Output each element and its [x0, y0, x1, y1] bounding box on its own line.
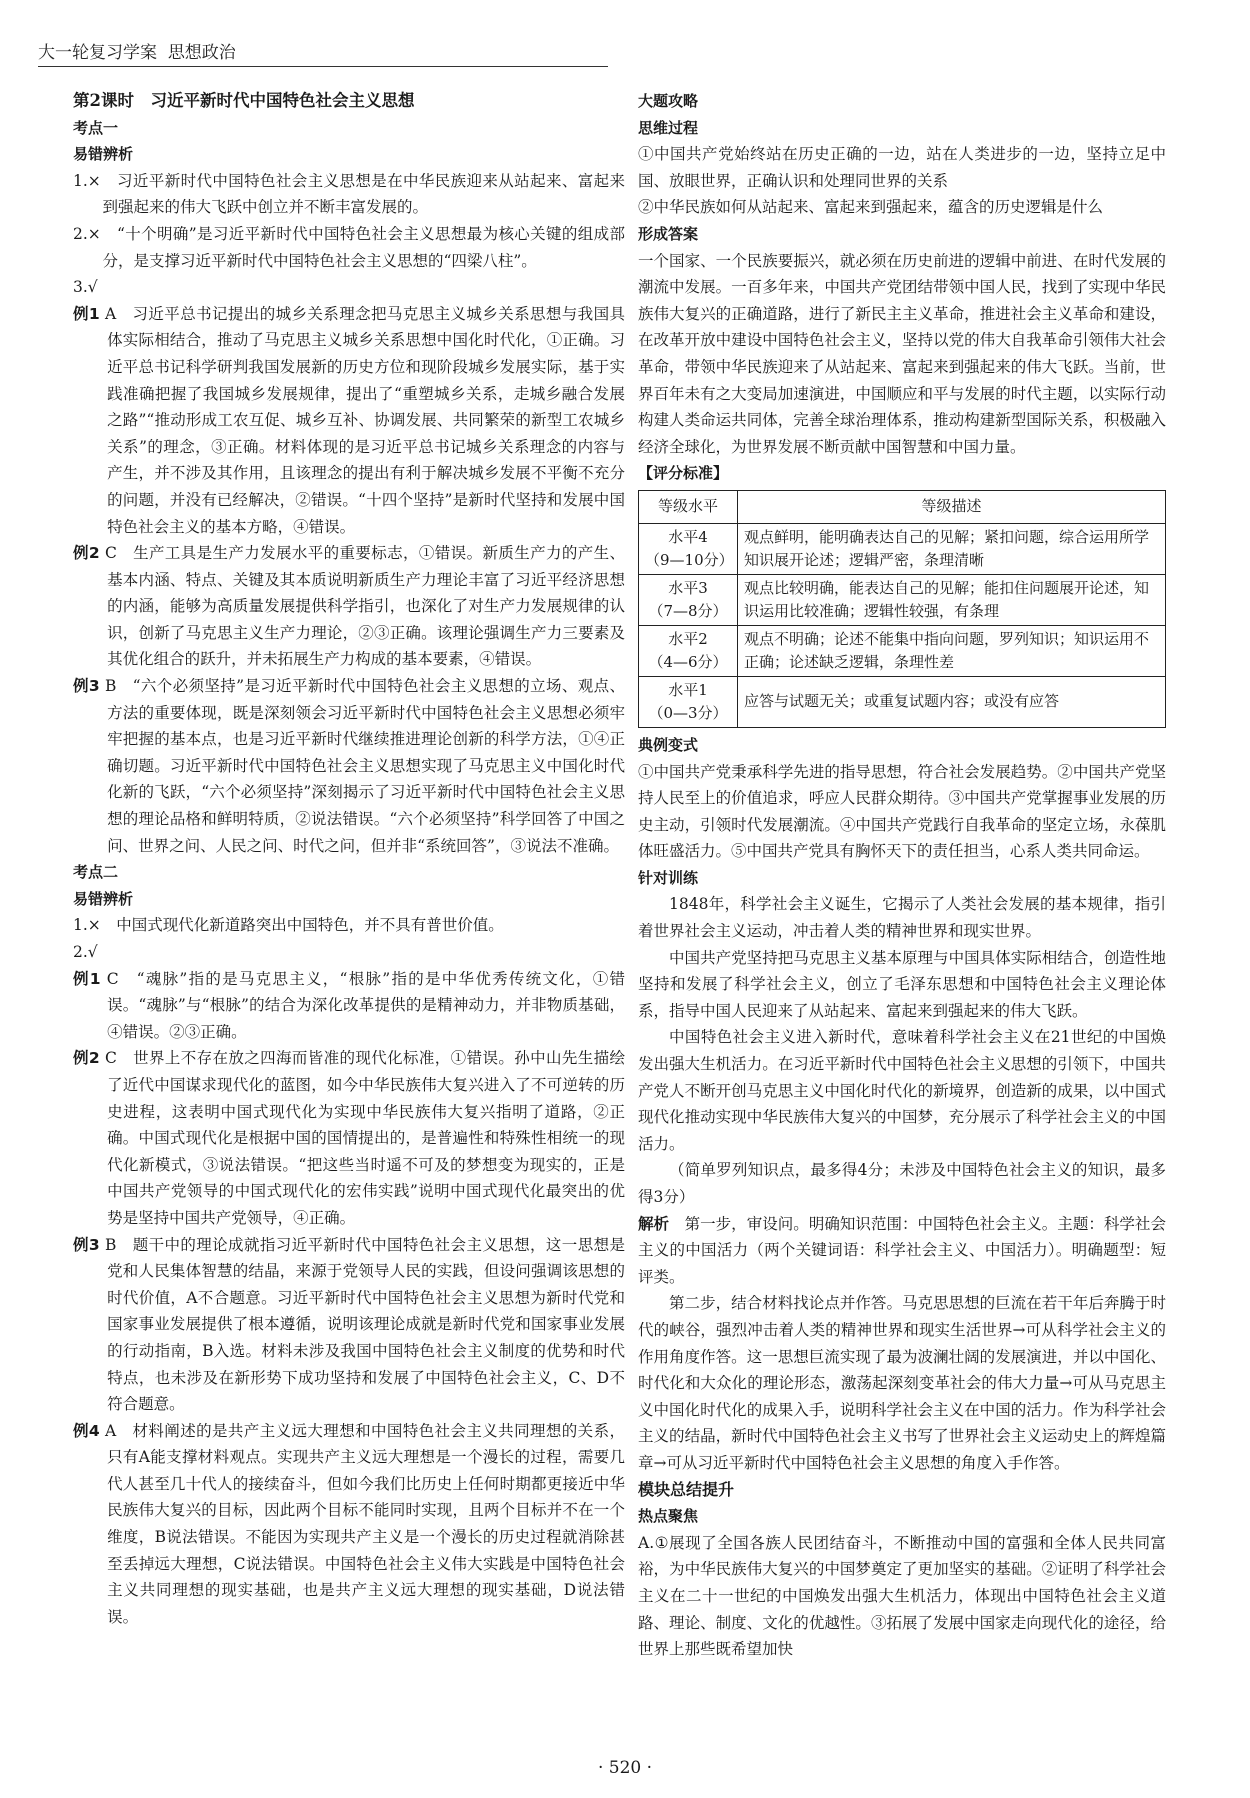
rubric-row — [639, 625, 1166, 676]
rubric-score: （0—3分） — [648, 703, 728, 722]
kp1-error-2: 2.× “十个明确”是习近平新时代中国特色社会主义思想最为核心关键的组成部分，是支撑习近平新时代中国特色社会主义思想的“四梁八柱”。 — [73, 224, 625, 270]
rubric-desc: 观点比较明确，能表达自己的见解；能扣住问题展开论述，知识运用比较准确；逻辑性较强，有条理 — [738, 574, 1166, 625]
kp1-example-3 — [73, 673, 625, 859]
kp1-example-2 — [73, 540, 625, 673]
kp2-title: 考点二 — [73, 863, 119, 882]
rubric-score: （7—8分） — [648, 601, 728, 620]
rubric-title: 【评分标准】 — [638, 464, 729, 483]
lesson-title: 第2课时 习近平新时代中国特色社会主义思想 — [73, 91, 415, 110]
rubric-level-cell — [639, 574, 738, 625]
typical-text: ①中国共产党秉承科学先进的指导思想，符合社会发展趋势。②中国共产党坚持人民至上的价值追求，呼应人民群众期待。③中国共产党掌握事业发展的历史主动，引领时代发展潮流。④中国共产党践行自我革命的坚定立场，永葆肌体旺盛活力。⑤中国共产党具有胸怀天下的责任担当，心系人类共同命运。 — [638, 762, 1166, 861]
thinking-title: 思维过程 — [638, 118, 699, 137]
rubric-desc: 应答与试题无关；或重复试题内容；或没有应答 — [738, 676, 1166, 727]
training-note: （简单罗列知识点，最多得4分；未涉及中国特色社会主义的知识，最多得3分） — [638, 1161, 1166, 1206]
example-label: 例2 — [73, 1049, 100, 1068]
page-number: · 520 · — [597, 1758, 653, 1778]
rubric-score: （4—6分） — [648, 652, 728, 671]
rubric-level: 水平1 — [668, 680, 708, 699]
rubric-header-level: 等级水平 — [639, 490, 738, 523]
rubric-level-cell — [639, 523, 738, 574]
rubric-row — [639, 523, 1166, 574]
kp1-error-3: 3.√ — [73, 278, 98, 297]
kp2-example-3 — [73, 1232, 625, 1418]
typical-title: 典例变式 — [638, 735, 699, 754]
rubric-header-row — [639, 490, 1166, 523]
hot-title: 热点聚焦 — [638, 1507, 699, 1526]
thinking-2: ②中华民族如何从站起来、富起来到强起来，蕴含的历史逻辑是什么 — [638, 198, 1104, 217]
module-title: 模块总结提升 — [638, 1479, 735, 1499]
rubric-header-desc: 等级描述 — [738, 490, 1166, 523]
kp2-example-1 — [73, 966, 625, 1046]
rubric-level: 水平2 — [668, 629, 708, 648]
training-para-1: 1848年，科学社会主义诞生，它揭示了人类社会发展的基本规律，指引着世界社会主义运动，冲击着人类的精神世界和现实世界。 — [638, 895, 1166, 941]
rubric-score: （9—10分） — [645, 550, 734, 569]
rubric-level-cell — [639, 676, 738, 727]
example-label: 例2 — [73, 544, 100, 563]
example-label: 例3 — [73, 1235, 100, 1254]
example-text: C 世界上不存在放之四海而皆准的现代化标准，①错误。孙中山先生描绘了近代中国谋求现代化的蓝图，如今中华民族伟大复兴进入了不可逆转的历史进程，这表明中国式现代化为实现中华民族伟大复兴指明了道路，②正确。中国式现代化是根据中国的国情提出的，是普遍性和特殊性相统一的现代化新模式，③说法错误。“把这些当时遥不可及的梦想变为现实的，正是中国共产党领导的中国式现代化的宏伟实践”说明中国式现代化最突出的优势是坚持中国共产党领导，④正确。 — [104, 1049, 625, 1227]
example-label: 例3 — [73, 677, 100, 696]
rubric-desc: 观点不明确；论述不能集中指向问题，罗列知识；知识运用不正确；论述缺乏逻辑，条理性差 — [738, 625, 1166, 676]
book-title: 大一轮复习学案 — [38, 43, 157, 63]
example-text: B “六个必须坚持”是习近平新时代中国特色社会主义思想的立场、观点、方法的重要体现，既是深刻领会习近平新时代中国特色社会主义思想必须牢牢把握的基本点，也是习近平新时代继续推进理论创新的科学方法，①④正确切题。习近平新时代中国特色社会主义思想实现了马克思主义中国化时代化新的飞跃，“六个必须坚持”深刻揭示了习近平新时代中国特色社会主义思想的理论品格和鲜明特质，②说法错误。“六个必须坚持”科学回答了中国之问、世界之问、人民之问、时代之问，但并非“系统回答”，③说法不准确。 — [104, 677, 625, 855]
rubric-desc: 观点鲜明，能明确表达自己的见解；紧扣问题，综合运用所学知识展开论述；逻辑严密，条理清晰 — [738, 523, 1166, 574]
kp2-error-1: 1.× 中国式现代化新道路突出中国特色，并不具有普世价值。 — [73, 916, 504, 935]
answer-title: 形成答案 — [638, 224, 699, 243]
kp1-example-1 — [73, 301, 625, 540]
rubric-level-cell — [639, 625, 738, 676]
rubric-row — [639, 574, 1166, 625]
big-question-title: 大题攻略 — [638, 92, 699, 110]
analysis-para-2: 第二步，结合材料找论点并作答。马克思思想的巨流在若干年后奔腾于时代的峡谷，强烈冲击着人类的精神世界和现实生活世界→可从科学社会主义的作用角度作答。这一思想巨流实现了最为波澜壮阔的发展演进，并以中国化、时代化和大众化的理论形态，激荡起深刻变革社会的伟大力量→可从马克思主义中国化时代化的成果入手，说明科学社会主义在中国的活力。作为科学社会主义的结晶，新时代中国特色社会主义书写了世界社会主义运动史上的辉煌篇章→可从习近平新时代中国特色社会主义思想的角度入手作答。 — [638, 1294, 1166, 1472]
header-rule — [38, 66, 608, 67]
thinking-1: ①中国共产党始终站在历史正确的一边，站在人类进步的一边，坚持立足中国、放眼世界，正确认识和处理同世界的关系 — [638, 145, 1166, 190]
rubric-level: 水平3 — [668, 578, 708, 597]
example-label: 例1 — [73, 969, 101, 988]
training-para-2: 中国共产党坚持把马克思主义基本原理与中国具体实际相结合，创造性地坚持和发展了科学社会主义，创立了毛泽东思想和中国特色社会主义理论体系，指导中国人民迎来了从站起来、富起来到强起来的伟大飞跃。 — [638, 948, 1166, 1020]
kp1-title: 考点一 — [73, 118, 119, 137]
kp1-error-1: 1.× 习近平新时代中国特色社会主义思想是在中华民族迎来从站起来、富起来到强起来的伟大飞跃中创立并不断丰富发展的。 — [73, 171, 625, 217]
example-text: C “魂脉”指的是马克思主义，“根脉”指的是中华优秀传统文化，①错误。“魂脉”与“根脉”的结合为深化改革提供的是精神动力，并非物质基础，④错误。②③正确。 — [106, 969, 625, 1041]
kp2-example-4 — [73, 1418, 625, 1631]
rubric-table — [638, 490, 1166, 728]
hot-text: A.①展现了全国各族人民团结奋斗，不断推动中国的富强和全体人民共同富裕，为中华民族伟大复兴的中国梦奠定了更加坚实的基础。②证明了科学社会主义在二十一世纪的中国焕发出强大生机活力，体现出中国特色社会主义道路、理论、制度、文化的优越性。③拓展了发展中国家走向现代化的途径，给世界上那些既希望加快 — [638, 1533, 1166, 1659]
rubric-row — [639, 676, 1166, 727]
analysis-label: 解析 — [638, 1214, 670, 1233]
kp1-error-title: 易错辨析 — [73, 145, 134, 164]
subject-title: 思想政治 — [167, 43, 236, 63]
answer-text: 一个国家、一个民族要振兴，就必须在历史前进的逻辑中前进、在时代发展的潮流中发展。一百多年来，中国共产党团结带领中国人民，找到了实现中华民族伟大复兴的正确道路，进行了新民主主义革命，推进社会主义革命和建设，在改革开放中建设中国特色社会主义，坚持以党的伟大自我革命引领伟大社会革命，带领中华民族迎来了从站起来、富起来到强起来的伟大飞跃。当前，世界百年未有之大变局加速演进，中国顺应和平与发展的时代主题，以实际行动构建人类命运共同体，完善全球治理体系，推动构建新型国际关系，积极融入经济全球化，为世界发展不断贡献中国智慧和中国力量。 — [638, 251, 1166, 456]
example-text: A 材料阐述的是共产主义远大理想和中国特色社会主义共同理想的关系，只有A能支撑材料观点。实现共产主义远大理想是一个漫长的过程，需要几代人甚至几十代人的接续奋斗，但如今我们比历史上任何时期都更接近中华民族伟大复兴的目标，因此两个目标不能同时实现，且两个目标并不在一个维度，B说法错误。不能因为实现共产主义是一个漫长的历史过程就消除甚至丢掉远大理想，C说法错误。中国特色社会主义伟大实践是中国特色社会主义共同理想的现实基础，也是共产主义远大理想的现实基础，D说法错误。 — [105, 1421, 625, 1626]
kp2-error-title: 易错辨析 — [73, 889, 134, 908]
analysis-text: 第一步，审设问。明确知识范围：中国特色社会主义。主题：科学社会主义的中国活力（两个关键词语：科学社会主义、中国活力）。明确题型：短评类。 — [638, 1214, 1166, 1286]
example-label: 例1 — [73, 304, 100, 323]
page-header — [38, 38, 608, 68]
right-column — [638, 88, 1166, 1663]
example-text: B 题干中的理论成就指习近平新时代中国特色社会主义思想，这一思想是党和人民集体智慧的结晶，来源于党领导人民的实践，但设问强调该思想的时代价值，A不合题意。习近平新时代中国特色社会主义思想为新时代党和国家事业发展提供了根本遵循，说明该理论成就是新时代党和国家事业发展的行动指南，B入选。材料未涉及我国中国特色社会主义制度的优势和时代特点，也未涉及在新形势下成功坚持和发展了中国特色社会主义，C、D不符合题意。 — [105, 1235, 625, 1414]
left-column — [73, 88, 625, 1630]
rubric-level: 水平4 — [668, 527, 708, 546]
kp2-error-2: 2.√ — [73, 943, 98, 961]
training-title: 针对训练 — [638, 868, 699, 887]
kp2-example-2 — [73, 1045, 625, 1231]
training-para-3: 中国特色社会主义进入新时代，意味着科学社会主义在21世纪的中国焕发出强大生机活力。在习近平新时代中国特色社会主义思想的引领下，中国共产党人不断开创马克思主义中国化时代化的新境界，创造新的成果，以中国式现代化推动实现中华民族伟大复兴的中国梦，充分展示了科学社会主义的中国活力。 — [638, 1028, 1166, 1153]
example-text: A 习近平总书记提出的城乡关系理念把马克思主义城乡关系思想与我国具体实际相结合，推动了马克思主义城乡关系思想中国化时代化，①正确。习近平总书记科学研判我国发展新的历史方位和现阶段城乡发展实际，基于实践准确把握了我国城乡发展规律，提出了“重塑城乡关系，走城乡融合发展之路”“推动形成工农互促、城乡互补、协调发展、共同繁荣的新型工农城乡关系”的理念，③正确。材料体现的是习近平总书记城乡关系理念的内容与产生，并不涉及其作用，且该理念的提出有利于解决城乡发展不平衡不充分的问题，并没有已经解决，②错误。“十四个坚持”是新时代坚持和发展中国特色社会主义的基本方略，④错误。 — [105, 304, 625, 536]
example-label: 例4 — [73, 1421, 100, 1440]
analysis-para-1 — [638, 1211, 1166, 1291]
example-text: C 生产工具是生产力发展水平的重要标志，①错误。新质生产力的产生、基本内涵、特点、关键及其本质说明新质生产力理论丰富了习近平经济思想的内涵，能够为高质量发展提供科学指引，也深化了对生产力发展规律的认识，创新了马克思主义生产力理论，②③正确。该理论强调生产力三要素及其优化组合的跃升，并未拓展生产力构成的基本要素，④错误。 — [104, 544, 625, 669]
